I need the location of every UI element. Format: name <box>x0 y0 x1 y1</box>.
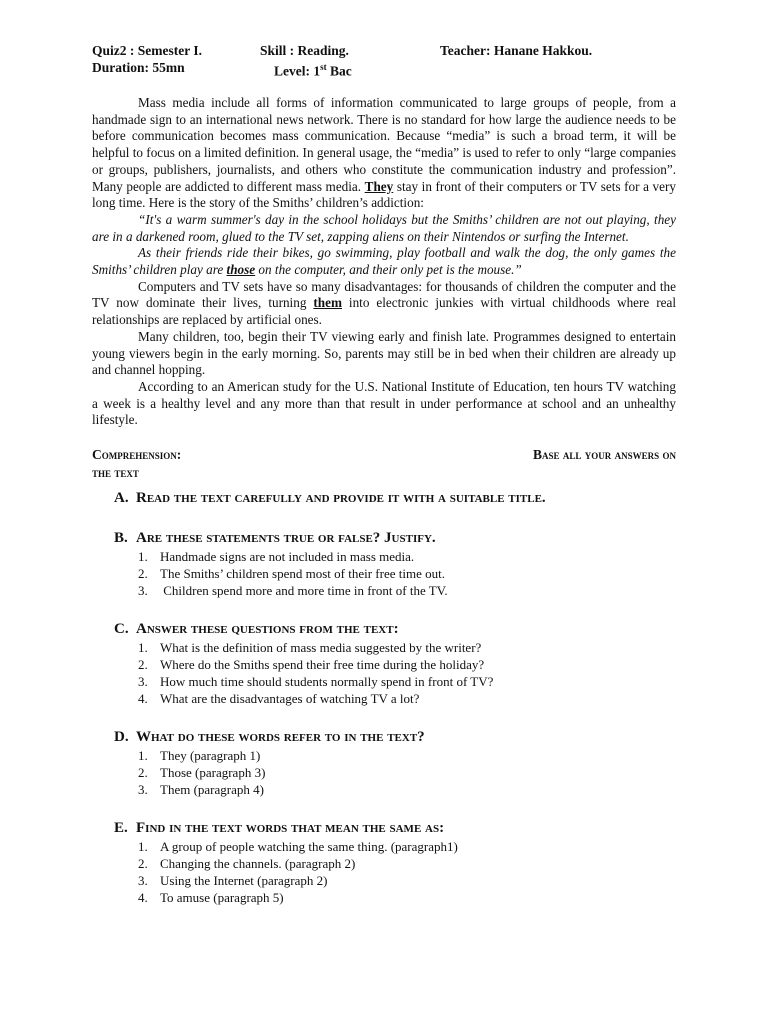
list-item: 2. Changing the channels. (paragraph 2) <box>138 856 356 872</box>
duration-label: Duration: 55mn <box>92 60 185 75</box>
paragraph-4: Computers and TV sets have so many disadvantages: for thousands of children the computer and the TV now dominate their lives, turning them into electronic junkies with virtual childhoods where real relationships are replaced by artificial ones. <box>92 278 676 328</box>
section-e-title: E. Find in the text words that mean the same as: <box>114 820 445 837</box>
comprehension-heading <box>92 446 676 482</box>
paragraph-2: “It's a warm summer's day in the school holidays but the Smiths’ children are not out playing, they are in a darkened room, glued to the TV set, zapping aliens on their Nintendos or surfing the Internet. <box>92 211 676 244</box>
section-a-title: A. Read the text carefully and provide it with a suitable title. <box>114 490 546 507</box>
list-item: 2. Where do the Smiths spend their free time during the holiday? <box>138 657 485 673</box>
section-c-title: C. Answer these questions from the text: <box>114 621 399 638</box>
list-item: 3. Children spend more and more time in front of the TV. <box>138 583 448 599</box>
section-b-title: B. Are these statements true or false? Justify. <box>114 530 436 547</box>
paragraph-6: According to an American study for the U.S. National Institute of Education, ten hours TV watching a week is a healthy level and any more than that result in under performance at school and an unhealthy lifestyle. <box>92 378 676 428</box>
level-label: Level: 1st Bac <box>274 62 352 79</box>
word-them: them <box>313 295 342 311</box>
section-c-list <box>138 639 676 707</box>
list-item: 1. Handmade signs are not included in mass media. <box>138 549 415 565</box>
list-item: 4. What are the disadvantages of watching TV a lot? <box>138 691 420 707</box>
header <box>92 42 676 78</box>
list-item: 1. A group of people watching the same thing. (paragraph1) <box>138 839 458 855</box>
word-they: They <box>364 178 394 194</box>
teacher-label: Teacher: Hanane Hakkou. <box>440 43 593 58</box>
word-those: those <box>226 262 256 278</box>
skill-label: Skill : Reading. <box>260 43 349 58</box>
list-item: 3. How much time should students normally spend in front of TV? <box>138 674 494 690</box>
comprehension-instruction-cont: the text <box>92 465 139 481</box>
quiz-page <box>92 42 676 906</box>
list-item: 3. Using the Internet (paragraph 2) <box>138 873 328 889</box>
section-d-title: D. What do these words refer to in the text? <box>114 729 425 746</box>
list-item: 1. They (paragraph 1) <box>138 748 261 764</box>
paragraph-3: As their friends ride their bikes, go swimming, play football and walk the dog, the only games the Smiths’ children play are those on the computer, and their only pet is the mouse.” <box>92 245 676 278</box>
list-item: 2. The Smiths’ children spend most of their free time out. <box>138 566 445 582</box>
paragraph-1: Mass media include all forms of information communicated to large groups of people, from a handmade sign to an international news network. There is no standard for how large the audience needs to be before communication becomes mass communication. Because “media” is such a broad term, it will be helpful to focus on a limited definition. In general usage, the “media” is used to refer to only “large companies or groups, publishers, journalists, and others who constitute the communication industry and profession”. Many people are addicted to different mass media. They stay in front of their computers or TV sets for a very long time. Here is the story of the Smiths’ children’s addiction: <box>92 95 676 211</box>
section-b-list <box>138 548 676 599</box>
list-item: 4. To amuse (paragraph 5) <box>138 890 284 906</box>
list-item: 2. Those (paragraph 3) <box>138 765 266 781</box>
list-item: 3. Them (paragraph 4) <box>138 782 264 798</box>
section-e-list <box>138 838 676 906</box>
section-d-list <box>138 747 676 798</box>
comprehension-instruction: Base all your answers on <box>532 447 676 463</box>
quiz-label: Quiz2 : Semester I. <box>92 43 202 58</box>
comprehension-title: Comprehension: <box>92 447 182 463</box>
paragraph-5: Many children, too, begin their TV viewing early and finish late. Programmes designed to entertain young viewers begin in the early morning. So, parents may still be in bed when their children are already up and channel hopping. <box>92 328 676 378</box>
list-item: 1. What is the definition of mass media suggested by the writer? <box>138 640 482 656</box>
